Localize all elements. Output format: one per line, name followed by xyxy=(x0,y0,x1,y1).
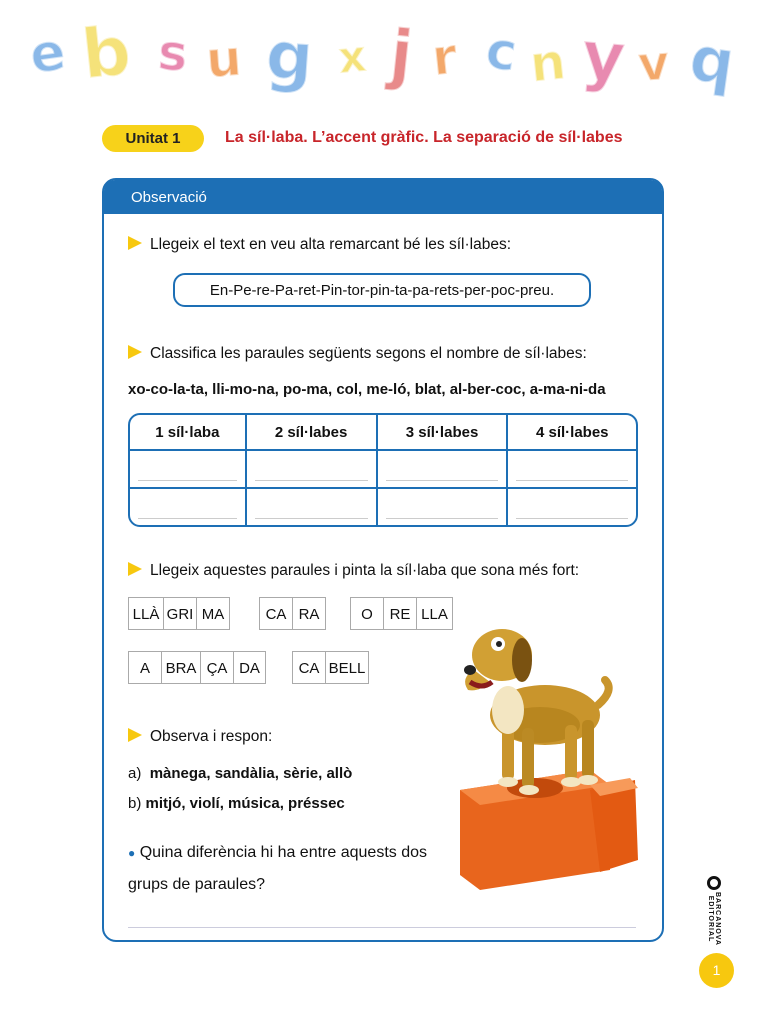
syllable-box[interactable]: RA xyxy=(292,597,326,630)
unit-badge: Unitat 1 xyxy=(102,125,204,152)
letter-c: c xyxy=(481,20,521,84)
column-header: 1 síl·laba xyxy=(130,415,247,451)
instruction-read-text: Llegeix el text en veu alta remarcant bé les síl·labes: xyxy=(150,236,511,253)
answer-cell[interactable] xyxy=(247,451,378,489)
syllable-table xyxy=(128,413,638,527)
instruction-classify xyxy=(128,345,587,363)
publisher-logo xyxy=(705,876,723,946)
instruction-classify-text: Classifica les paraules següents segons el nombre de síl·labes: xyxy=(150,345,587,362)
triangle-bullet-icon xyxy=(128,562,142,576)
letter-y: y xyxy=(578,16,629,97)
option-a-label: a) xyxy=(128,765,142,782)
option-b-label: b) xyxy=(128,795,142,812)
letter-v: v xyxy=(636,34,672,94)
word-llagrima xyxy=(128,597,229,630)
letter-q: q xyxy=(685,21,740,100)
answer-cell[interactable] xyxy=(508,451,636,489)
syllable-box[interactable]: GRI xyxy=(163,597,197,630)
letter-u: u xyxy=(204,28,244,90)
instruction-stress xyxy=(128,562,579,580)
unit-title: La síl·laba. L’accent gràfic. La separació de síl·labes xyxy=(225,129,623,146)
words-to-classify: xo-co-la-ta, lli-mo-na, po-ma, col, me-ló, blat, al-ber-coc, a-ma-ni-da xyxy=(128,381,606,398)
page-number: 1 xyxy=(699,953,734,988)
bullet-dot-icon: ● xyxy=(128,846,136,860)
syllable-box[interactable]: DA xyxy=(233,651,266,684)
syllable-box[interactable]: CA xyxy=(292,651,326,684)
syllable-box[interactable]: MA xyxy=(196,597,230,630)
answer-cell[interactable] xyxy=(508,489,636,525)
word-cara xyxy=(259,597,325,630)
triangle-bullet-icon xyxy=(128,345,142,359)
card-bottom-line xyxy=(128,927,636,928)
syllable-text-box: En-Pe-re-Pa-ret-Pin-tor-pin-ta-pa-rets-per-poc-preu. xyxy=(173,273,591,307)
publisher-name: BARCANOVA EDITORIAL xyxy=(707,892,721,946)
question xyxy=(128,837,438,900)
letter-r: r xyxy=(429,26,460,88)
instruction-observe xyxy=(128,728,272,746)
syllable-box[interactable]: RE xyxy=(383,597,417,630)
letter-n: n xyxy=(527,32,569,94)
column-header: 4 síl·labes xyxy=(508,415,636,451)
column-header: 2 síl·labes xyxy=(247,415,378,451)
dog-illustration xyxy=(440,620,650,900)
instruction-stress-text: Llegeix aquestes paraules i pinta la síl·laba que sona més fort: xyxy=(150,562,580,579)
letter-s: s xyxy=(155,22,191,84)
option-b-words: mitjó, violí, música, préssec xyxy=(145,795,345,812)
answer-cell[interactable] xyxy=(247,489,378,525)
option-a xyxy=(128,765,352,782)
letter-e: e xyxy=(25,21,70,87)
syllable-box[interactable]: A xyxy=(128,651,162,684)
word-orella xyxy=(350,597,452,630)
card-header: Observació xyxy=(104,180,662,214)
syllable-box[interactable]: LLÀ xyxy=(128,597,164,630)
letter-x: x xyxy=(335,30,369,85)
syllable-box[interactable]: BELL xyxy=(325,651,369,684)
triangle-bullet-icon xyxy=(128,236,142,250)
answer-cell[interactable] xyxy=(130,451,247,489)
letter-g: g xyxy=(263,16,316,97)
letter-b: b xyxy=(78,11,135,96)
syllable-box[interactable]: LLA xyxy=(416,597,453,630)
syllable-box[interactable]: BRA xyxy=(161,651,201,684)
triangle-bullet-icon xyxy=(128,728,142,742)
option-b xyxy=(128,795,345,812)
answer-cell[interactable] xyxy=(130,489,247,525)
column-header: 3 síl·labes xyxy=(378,415,509,451)
word-abracada xyxy=(128,651,265,684)
syllable-box[interactable]: CA xyxy=(259,597,293,630)
option-a-words: mànega, sandàlia, sèrie, allò xyxy=(149,765,353,782)
logo-circle-icon xyxy=(707,876,721,890)
letter-j: j xyxy=(386,15,417,94)
question-text: Quina diferència hi ha entre aquests dos grups de paraules? xyxy=(128,844,427,893)
instruction-observe-text: Observa i respon: xyxy=(150,728,273,745)
instruction-read xyxy=(128,236,511,254)
answer-cell[interactable] xyxy=(378,451,509,489)
word-cabell xyxy=(292,651,368,684)
syllable-box[interactable]: O xyxy=(350,597,384,630)
syllable-box[interactable]: ÇA xyxy=(200,651,234,684)
answer-cell[interactable] xyxy=(378,489,509,525)
decorative-letters xyxy=(0,0,768,110)
